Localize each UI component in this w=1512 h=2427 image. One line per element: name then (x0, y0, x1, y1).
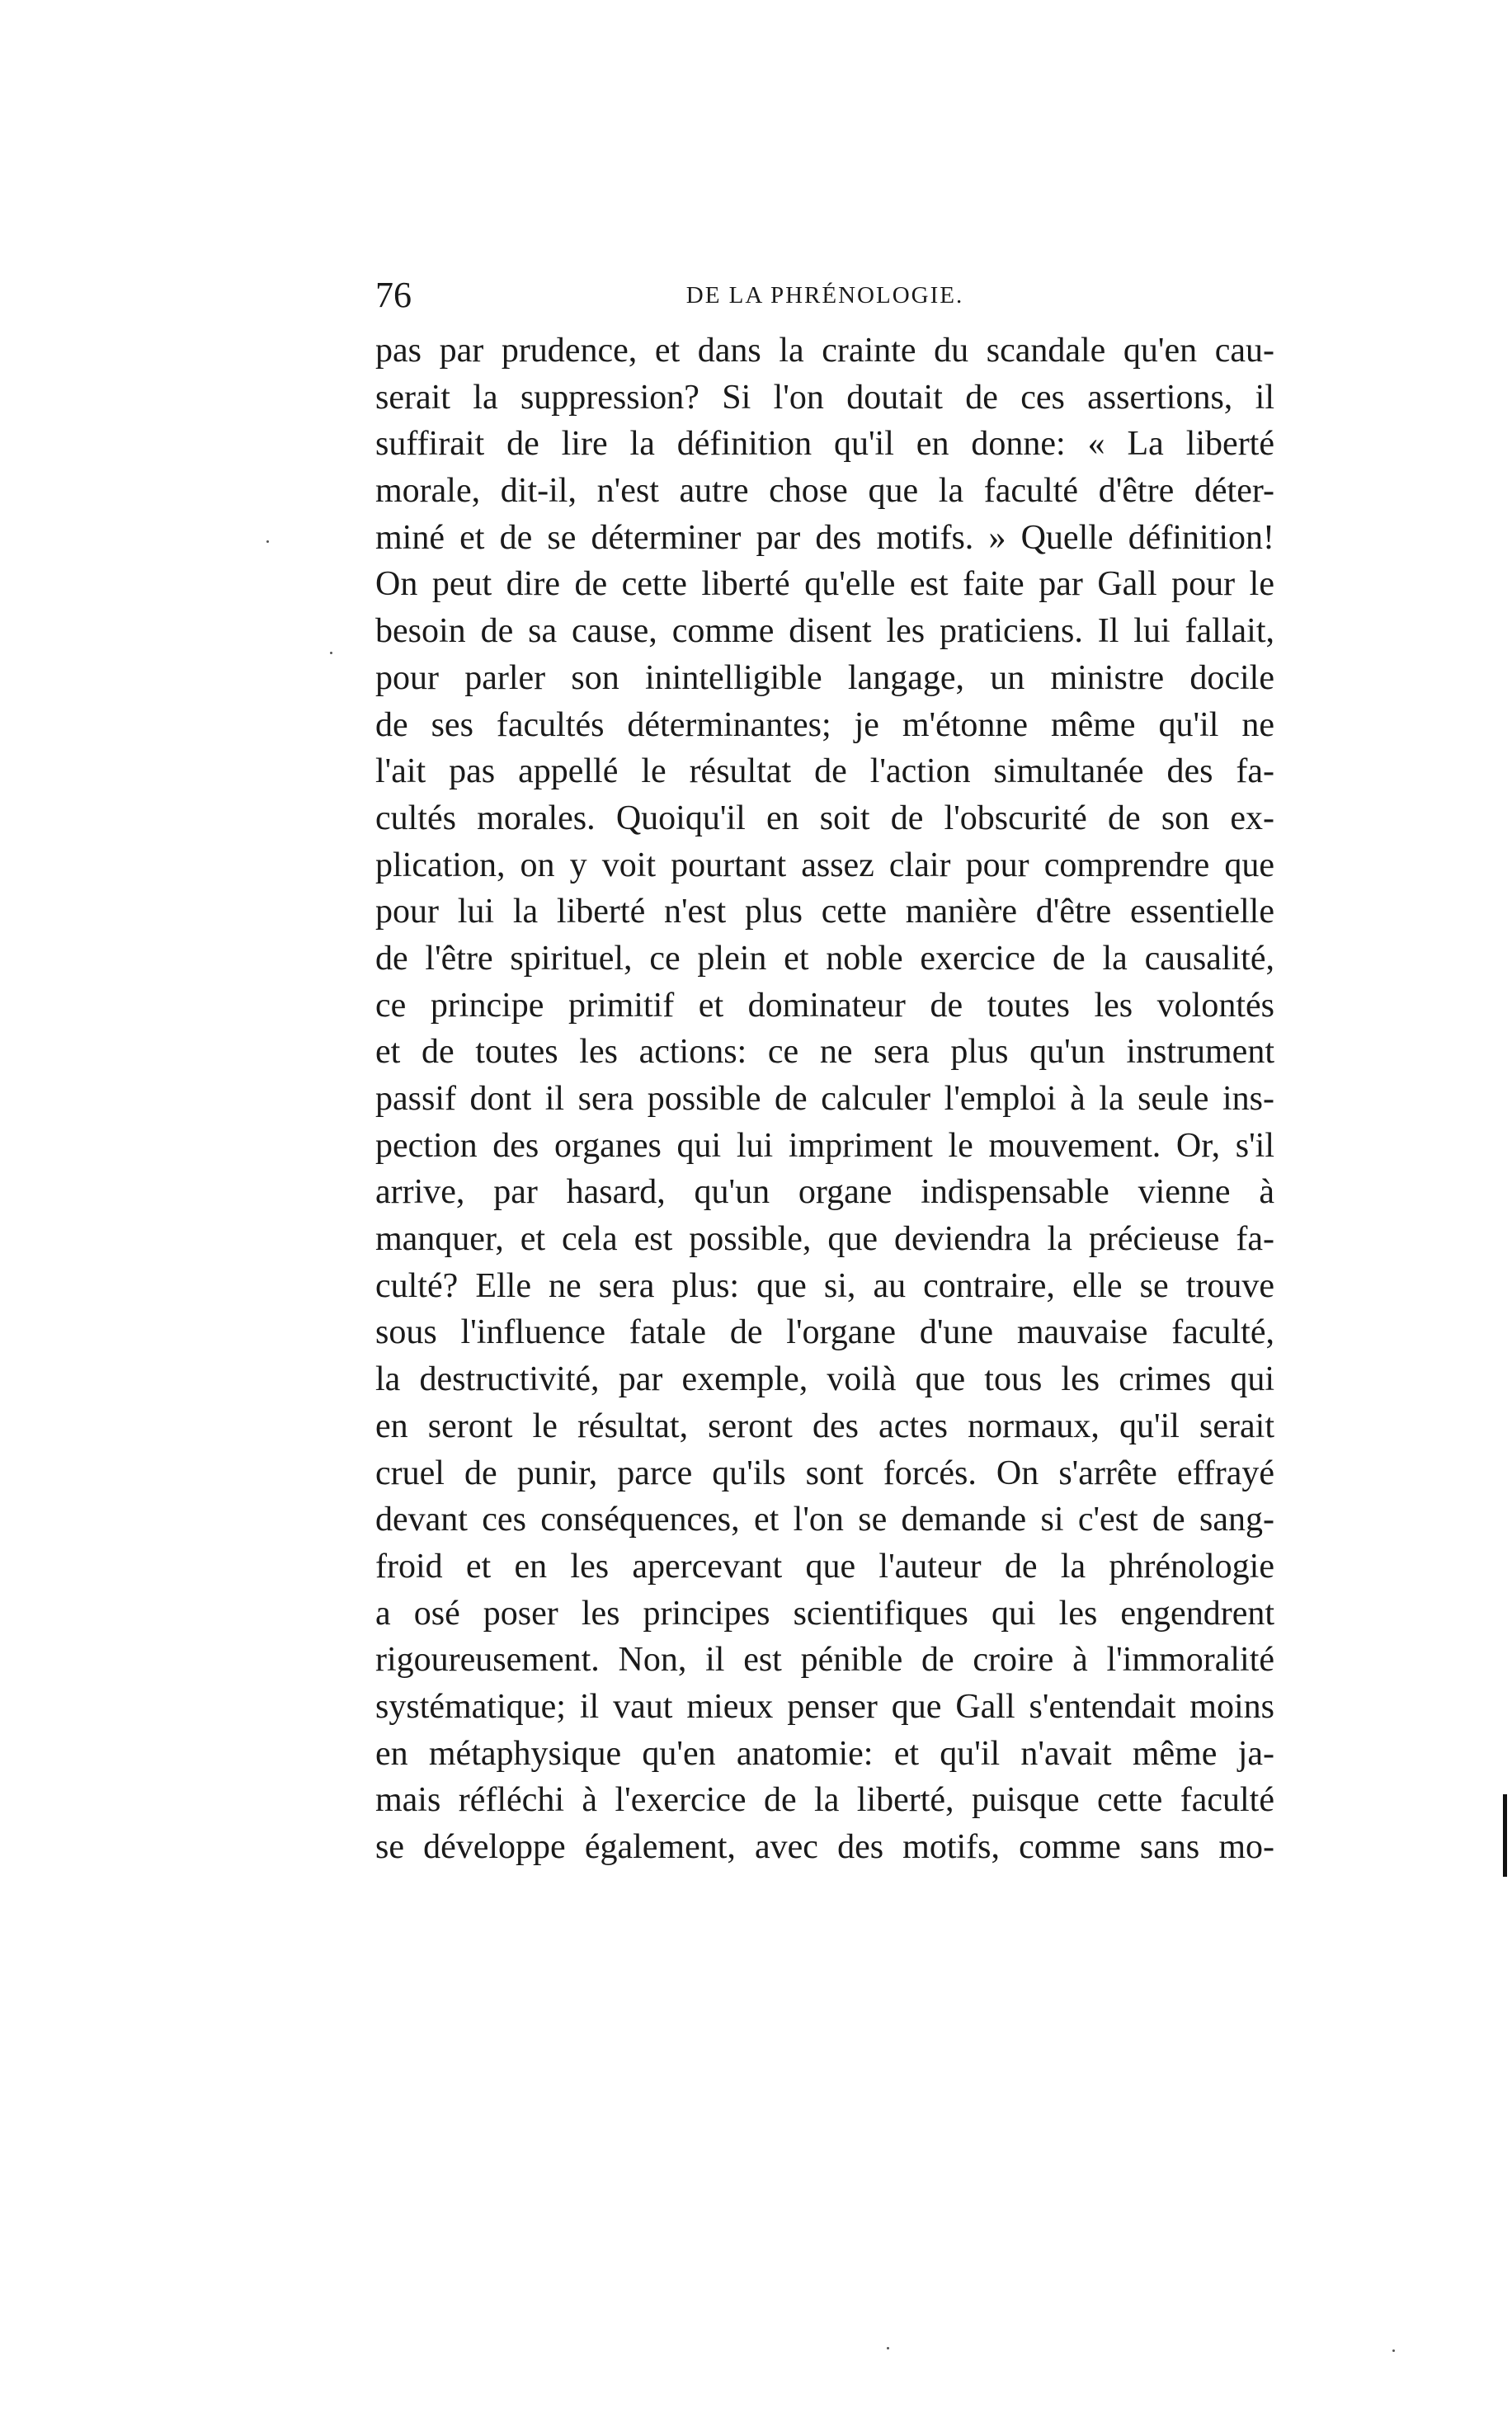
text-line: suffirait de lire la définition qu'il en donne: « La liberté (375, 425, 1274, 464)
text-line: la destructivité, par exemple, voilà que tous les crimes qui (375, 1360, 1274, 1399)
text-line: froid et en les apercevant que l'auteur de la phrénologie (375, 1547, 1274, 1586)
text-line: cultés morales. Quoiqu'il en soit de l'obscurité de son ex- (375, 799, 1274, 837)
text-line: plication, on y voit pourtant assez clair pour comprendre que (375, 846, 1274, 884)
text-line: de l'être spirituel, ce plein et noble exercice de la causalité, (375, 939, 1274, 978)
text-line: ce principe primitif et dominateur de toutes les volontés (375, 986, 1274, 1025)
text-line: culté? Elle ne sera plus: que si, au contraire, elle se trouve (375, 1266, 1274, 1305)
running-title: DE LA PHRÉNOLOGIE. (685, 282, 964, 309)
text-line: morale, dit-il, n'est autre chose que la faculté d'être déter- (375, 472, 1274, 511)
text-line: en seront le résultat, seront des actes normaux, qu'il serait (375, 1407, 1274, 1445)
page-header (375, 272, 1274, 318)
text-line: serait la suppression? Si l'on doutait de ces assertions, il (375, 378, 1274, 417)
text-line: l'ait pas appellé le résultat de l'action simultanée des fa- (375, 752, 1274, 791)
text-line: de ses facultés déterminantes; je m'étonne même qu'il ne (375, 705, 1274, 744)
text-line: se développe également, avec des motifs, comme sans mo- (375, 1828, 1274, 1866)
text-line: mais réfléchi à l'exercice de la liberté, puisque cette faculté (375, 1781, 1274, 1820)
text-line: pour lui la liberté n'est plus cette manière d'être essentielle (375, 893, 1274, 931)
text-line: en métaphysique qu'en anatomie: et qu'il n'avait même ja- (375, 1734, 1274, 1773)
text-line: pour parler son inintelligible langage, un ministre docile (375, 658, 1274, 697)
text-line: systématique; il vaut mieux penser que Gall s'entendait moins (375, 1687, 1274, 1726)
text-line: besoin de sa cause, comme disent les praticiens. Il lui fallait, (375, 612, 1274, 651)
scan-speck (1392, 2349, 1395, 2352)
text-line: cruel de punir, parce qu'ils sont forcés. On s'arrête effrayé (375, 1454, 1274, 1492)
scan-speck (887, 2347, 889, 2349)
text-line: devant ces conséquences, et l'on se demande si c'est de sang- (375, 1501, 1274, 1539)
scan-speck (330, 652, 332, 654)
text-line: passif dont il sera possible de calculer l'emploi à la seule ins- (375, 1080, 1274, 1118)
scan-edge-mark (1503, 1794, 1507, 1877)
text-line: pas par prudence, et dans la crainte du scandale qu'en cau- (375, 332, 1274, 370)
page-number: 76 (375, 275, 412, 315)
scan-speck (266, 540, 269, 543)
text-line: a osé poser les principes scientifiques qui les engendrent (375, 1594, 1274, 1633)
text-line: et de toutes les actions: ce ne sera plus qu'un instrument (375, 1033, 1274, 1072)
body-text (375, 328, 1274, 1871)
text-line: rigoureusement. Non, il est pénible de croire à l'immoralité (375, 1641, 1274, 1680)
text-line: sous l'influence fatale de l'organe d'une mauvaise faculté, (375, 1313, 1274, 1352)
text-line: manquer, et cela est possible, que deviendra la précieuse fa- (375, 1220, 1274, 1259)
text-line: miné et de se déterminer par des motifs. » Quelle définition! (375, 518, 1274, 557)
text-line: pection des organes qui lui impriment le mouvement. Or, s'il (375, 1126, 1274, 1165)
text-line: arrive, par hasard, qu'un organe indispensable vienne à (375, 1173, 1274, 1212)
text-line: On peut dire de cette liberté qu'elle est faite par Gall pour le (375, 565, 1274, 604)
